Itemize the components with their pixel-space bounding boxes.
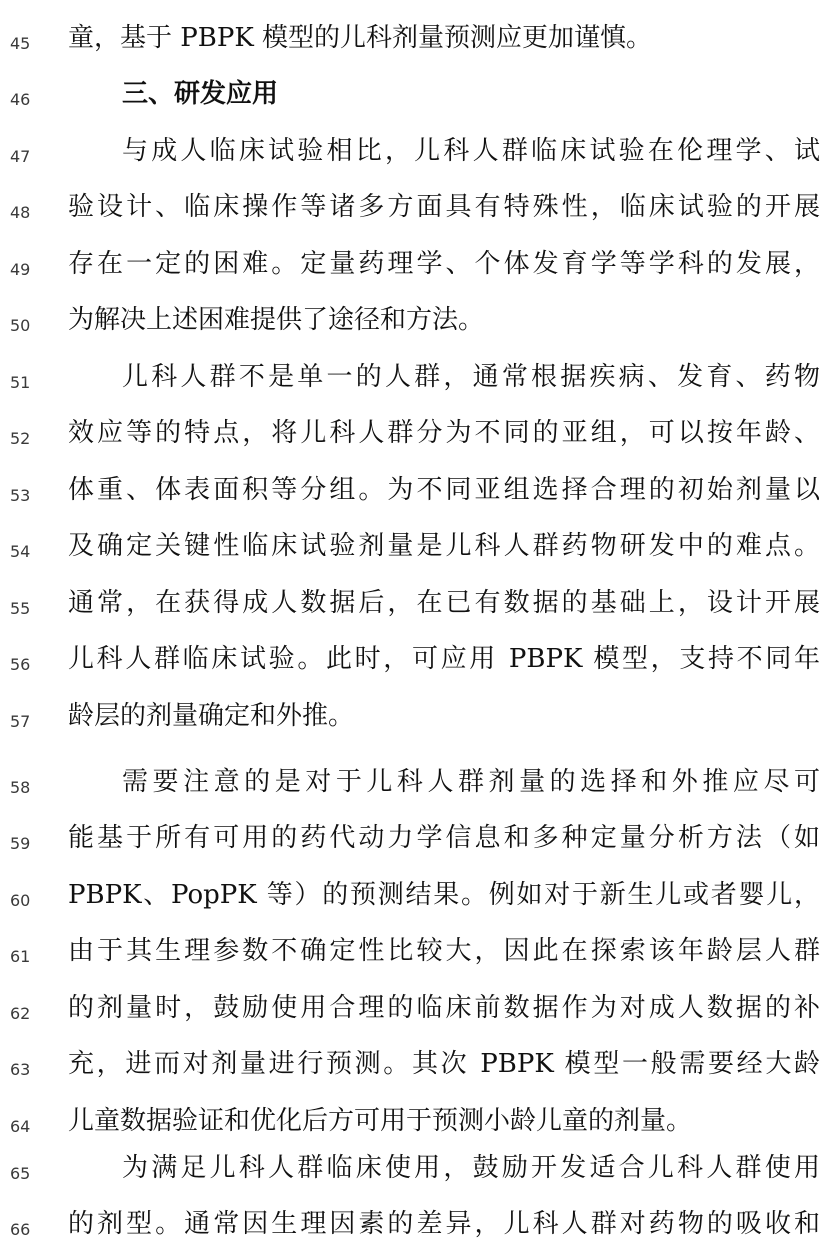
- text-line: [0, 470, 833, 510]
- text-line: [0, 526, 833, 566]
- line-number: 59: [10, 834, 31, 853]
- line-number: 57: [10, 712, 31, 731]
- line-text: 的剂量时，鼓励使用合理的临床前数据作为对成人数据的补: [68, 993, 820, 1023]
- line-text: 验设计、临床操作等诸多方面具有特殊性，临床试验的开展: [68, 192, 820, 222]
- line-text: 效应等的特点，将儿科人群分为不同的亚组，可以按年龄、: [68, 418, 820, 448]
- line-number: 49: [10, 260, 31, 279]
- text-line: [0, 300, 833, 340]
- text-line: [0, 413, 833, 453]
- line-number: 64: [10, 1117, 31, 1136]
- line-number: 45: [10, 34, 31, 53]
- line-text: 儿童数据验证和优化后方可用于预测小龄儿童的剂量。: [68, 1106, 693, 1136]
- line-number: 61: [10, 947, 31, 966]
- section-heading: [0, 74, 833, 114]
- line-text: 童，基于 PBPK 模型的儿科剂量预测应更加谨慎。: [68, 23, 653, 53]
- line-text: 为解决上述困难提供了途径和方法。: [68, 305, 485, 335]
- line-text: 为满足儿科人群临床使用，鼓励开发适合儿科人群使用: [122, 1153, 820, 1183]
- text-line: [0, 1148, 833, 1188]
- text-line: [0, 244, 833, 284]
- line-number: 46: [10, 90, 31, 109]
- line-text: 由于其生理参数不确定性比较大，因此在探索该年龄层人群: [68, 936, 820, 966]
- text-line: [0, 931, 833, 971]
- line-number: 51: [10, 373, 31, 392]
- text-line: [0, 639, 833, 679]
- line-number: 54: [10, 542, 31, 561]
- line-number: 47: [10, 147, 31, 166]
- line-number: 65: [10, 1164, 31, 1183]
- line-text: 能基于所有可用的药代动力学信息和多种定量分析方法（如: [68, 823, 820, 853]
- line-text: 的剂型。通常因生理因素的差异，儿科人群对药物的吸收和: [68, 1209, 820, 1239]
- line-number: 48: [10, 203, 31, 222]
- line-text: 与成人临床试验相比，儿科人群临床试验在伦理学、试: [122, 136, 820, 166]
- text-line: [0, 583, 833, 623]
- line-text: 龄层的剂量确定和外推。: [68, 701, 355, 731]
- line-number: 55: [10, 599, 31, 618]
- text-line: [0, 1204, 833, 1244]
- line-text: 充，进而对剂量进行预测。其次 PBPK 模型一般需要经大龄: [68, 1049, 820, 1079]
- text-line: [0, 875, 833, 915]
- text-line: [0, 357, 833, 397]
- text-line: [0, 131, 833, 171]
- line-number: 60: [10, 891, 31, 910]
- text-line: [0, 1101, 833, 1141]
- line-number: 50: [10, 316, 31, 335]
- line-number: 58: [10, 778, 31, 797]
- line-text: 体重、体表面积等分组。为不同亚组选择合理的初始剂量以: [68, 475, 820, 505]
- line-number: 66: [10, 1220, 31, 1239]
- line-text: 儿科人群临床试验。此时，可应用 PBPK 模型，支持不同年: [68, 644, 820, 674]
- line-text: 存在一定的困难。定量药理学、个体发育学等学科的发展，: [68, 249, 820, 279]
- text-line: [0, 696, 833, 736]
- line-number: 53: [10, 486, 31, 505]
- line-text: PBPK、PopPK 等）的预测结果。例如对于新生儿或者婴儿，: [68, 880, 820, 910]
- line-text: 儿科人群不是单一的人群，通常根据疾病、发育、药物: [122, 362, 820, 392]
- line-number: 62: [10, 1004, 31, 1023]
- line-text: 需要注意的是对于儿科人群剂量的选择和外推应尽可: [122, 767, 820, 797]
- line-number: 52: [10, 429, 31, 448]
- heading-text: 三、研发应用: [122, 79, 279, 109]
- text-line: [0, 818, 833, 858]
- text-line: [0, 988, 833, 1028]
- line-number: 63: [10, 1060, 31, 1079]
- line-text: 通常，在获得成人数据后，在已有数据的基础上，设计开展: [68, 588, 820, 618]
- text-line: [0, 1044, 833, 1084]
- text-line: [0, 187, 833, 227]
- line-number: 56: [10, 655, 31, 674]
- text-line: [0, 18, 833, 58]
- text-line: [0, 762, 833, 802]
- line-text: 及确定关键性临床试验剂量是儿科人群药物研发中的难点。: [68, 531, 820, 561]
